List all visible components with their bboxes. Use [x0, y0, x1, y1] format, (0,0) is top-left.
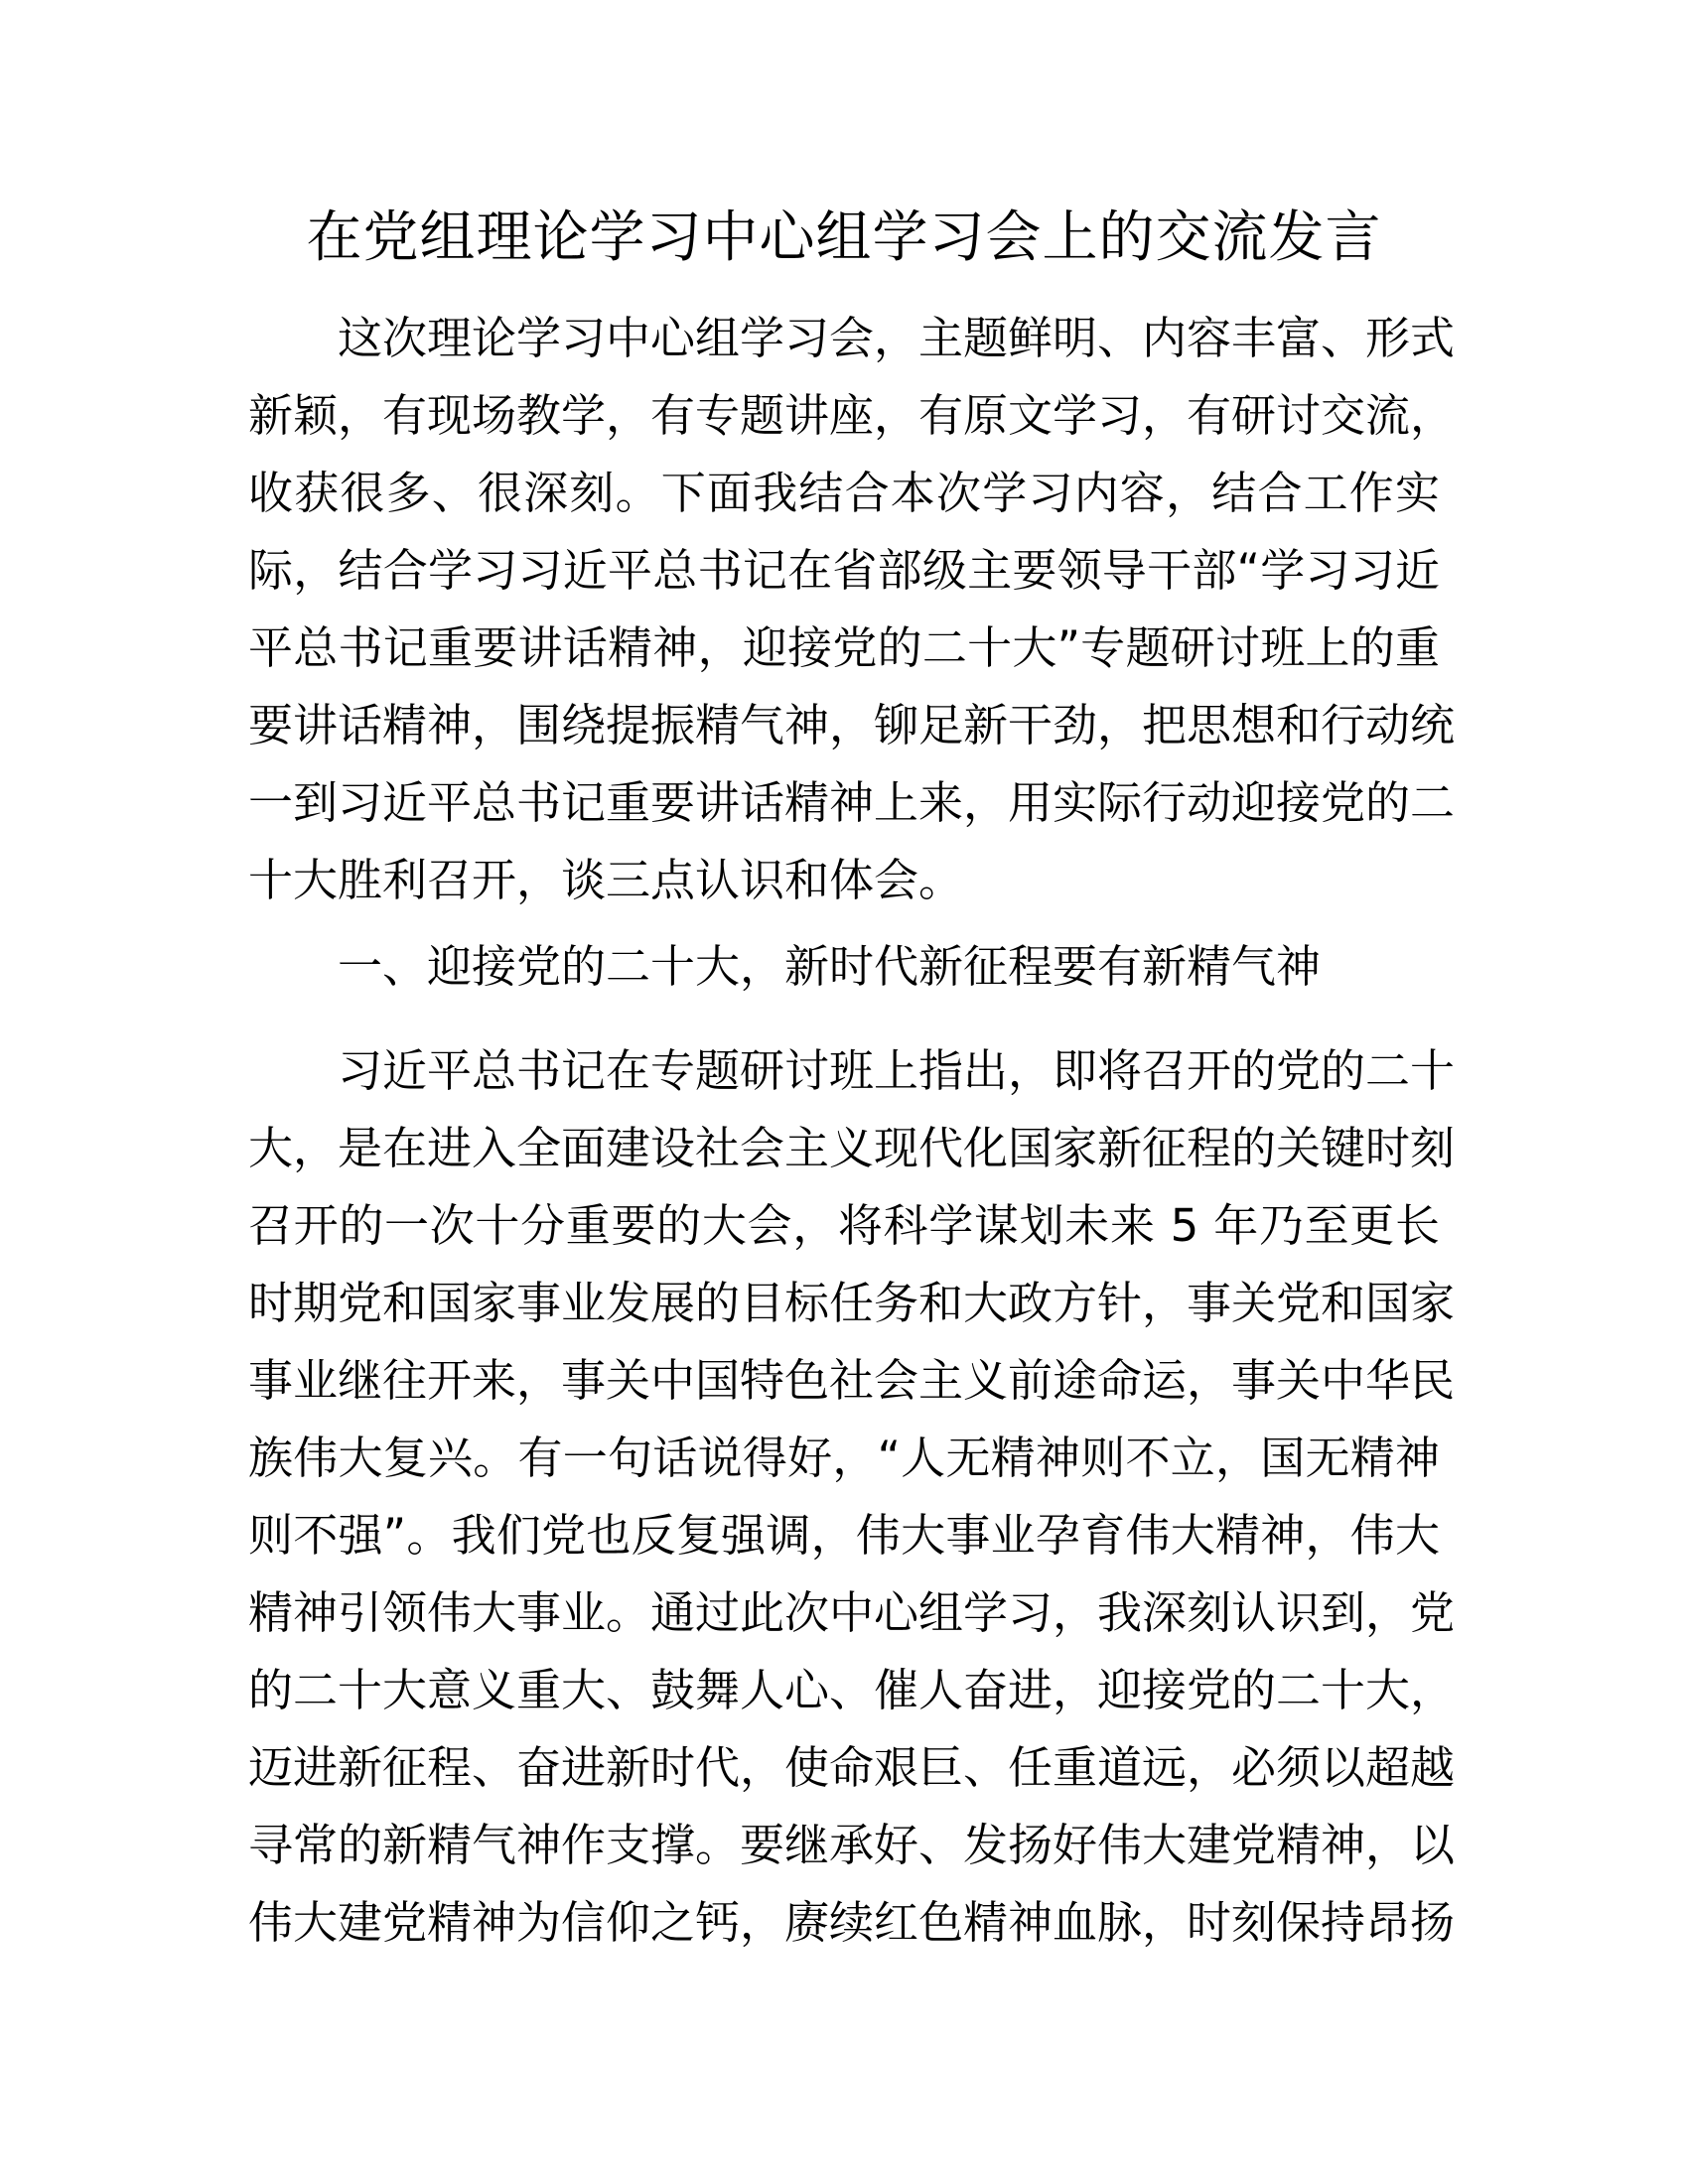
text-line: 际，结合学习习近平总书记在省部级主要领导干部“学习习近: [248, 544, 1440, 597]
paragraph-intro: [248, 300, 1456, 919]
paragraph-section-one: [248, 1032, 1456, 1962]
text-line: 平总书记重要讲话精神，迎接党的二十大”专题研讨班上的重: [248, 621, 1440, 674]
text-line: 要讲话精神，围绕提振精气神，铆足新干劲，把思想和行动统: [248, 699, 1456, 751]
text-line: 收获很多、很深刻。下面我结合本次学习内容，结合工作实: [248, 467, 1440, 519]
text-line: 则不强”。我们党也反复强调，伟大事业孕育伟大精神，伟大: [248, 1509, 1440, 1562]
text-line: 十大胜利召开，谈三点认识和体会。: [248, 854, 964, 906]
text-line: 迈进新征程、奋进新时代，使命艰巨、任重道远，必须以超越: [248, 1741, 1456, 1794]
text-line: 族伟大复兴。有一句话说得好，“人无精神则不立，国无精神: [248, 1432, 1440, 1484]
text-line: 寻常的新精气神作支撑。要继承好、发扬好伟大建党精神，以: [248, 1819, 1456, 1871]
text-line: 伟大建党精神为信仰之钙，赓续红色精神血脉，时刻保持昂扬: [248, 1896, 1456, 1949]
document-title: 在党组理论学习中心组学习会上的交流发言: [306, 205, 1382, 270]
text-line: 召开的一次十分重要的大会，将科学谋划未来 5 年乃至更长: [248, 1199, 1440, 1252]
section-heading: 一、迎接党的二十大，新时代新征程要有新精气神: [338, 940, 1322, 993]
text-line: 时期党和国家事业发展的目标任务和大政方针，事关党和国家: [248, 1277, 1456, 1329]
text-line: 大，是在进入全面建设社会主义现代化国家新征程的关键时刻: [248, 1122, 1456, 1174]
text-line: 的二十大意义重大、鼓舞人心、催人奋进，迎接党的二十大，: [248, 1664, 1456, 1716]
text-line: 事业继往开来，事关中国特色社会主义前途命运，事关中华民: [248, 1354, 1456, 1407]
text-line: 习近平总书记在专题研讨班上指出，即将召开的党的二十: [338, 1044, 1456, 1097]
text-line: 精神引领伟大事业。通过此次中心组学习，我深刻认识到，党: [248, 1586, 1456, 1639]
text-line: 新颖，有现场教学，有专题讲座，有原文学习，有研讨交流，: [248, 389, 1456, 442]
text-line: 一到习近平总书记重要讲话精神上来，用实际行动迎接党的二: [248, 776, 1456, 829]
text-line: 这次理论学习中心组学习会，主题鲜明、内容丰富、形式: [338, 312, 1456, 364]
